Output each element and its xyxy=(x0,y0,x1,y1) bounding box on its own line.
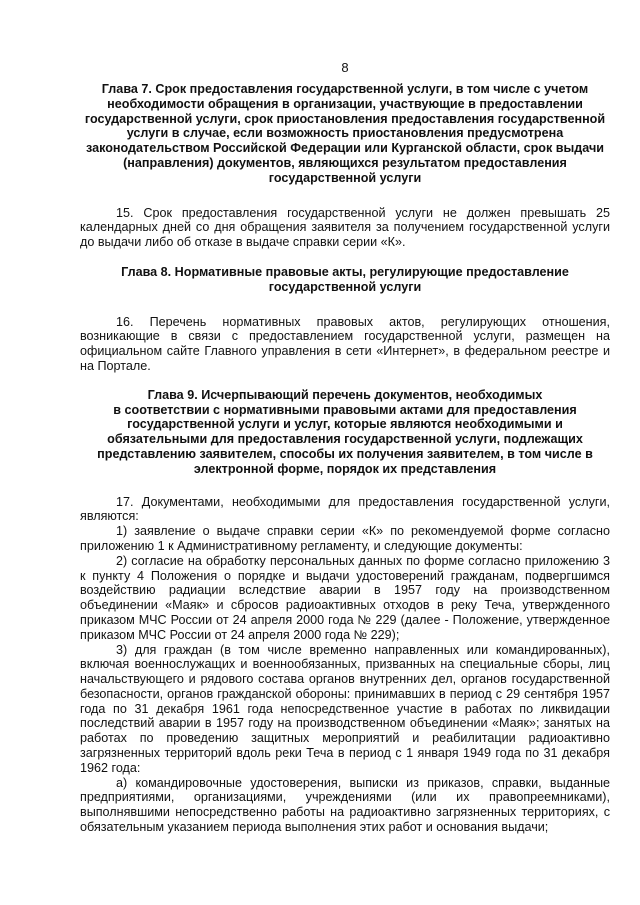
chapter-9-heading xyxy=(80,388,610,477)
heading-line: Глава 9. Исчерпывающий перечень документов, необходимых xyxy=(147,387,543,402)
heading-line: государственной услуги xyxy=(268,279,422,294)
heading-line: государственной услуги и услуг, которые являются необходимыми и xyxy=(127,417,563,432)
heading-line: необходимости обращения в организации, участвующие в предоставлении xyxy=(107,96,583,111)
heading-line: государственной услуги, срок приостановления предоставления государственной xyxy=(84,111,606,126)
heading-line: услуги в случае, если возможность приостановления предусмотрена xyxy=(126,126,564,141)
list-item-2: 2) согласие на обработку персональных данных по форме согласно приложению 3 к пункту 4 Положения о порядке и выдачи удостоверений гражданам, подвергшимся воздействию радиации вследствие аварии в 1957 году на производственном объединении «Маяк» и сбросов радиоактивных отходов в реку Теча, утвержденного приказом МЧС России от 24 апреля 2000 года № 229 (далее - Положение, утвержденное приказом МЧС России от 24 апреля 2000 года № 229); xyxy=(80,553,610,642)
heading-line: в соответствии с нормативными правовыми актами для предоставления xyxy=(113,402,577,417)
paragraph-17: 17. Документами, необходимыми для предоставления государственной услуги, являются: xyxy=(80,494,610,524)
list-item-3a: а) командировочные удостоверения, выписки из приказов, справки, выданные предприятиями, организациями, учреждениями (или их правопреемниками), выполнявшими непосредственно работы на радиоактивно загрязненных территориях, с обязательным указанием периода выполнения этих работ и основания выдачи; xyxy=(80,775,610,835)
heading-line: электронной форме, порядок их представления xyxy=(193,461,497,476)
paragraph-16: 16. Перечень нормативных правовых актов, регулирующих отношения, возникающие в связи с предоставлением государственной услуги, размещен на официальном сайте Главного управления в сети «Интернет», в федеральном реестре и на Портале. xyxy=(80,314,610,373)
heading-line: государственной услуги xyxy=(268,170,422,185)
heading-line: Глава 8. Нормативные правовые акты, регулирующие предоставление xyxy=(121,264,569,279)
list-item-1: 1) заявление о выдаче справки серии «К» по рекомендуемой форме согласно приложению 1 к Административному регламенту, и следующие документы: xyxy=(80,524,610,553)
list-item-3: 3) для граждан (в том числе временно направленных или командированных), включая военнослужащих и военнообязанных, призванных на специальные сборы, лиц начальствующего и рядового состава органов внутренних дел, органов государственной безопасности, органов гражданской обороны: принимавших в период с 29 сентября 1957 года по 31 декабря 1961 года непосредственное участие в работах по ликвидации последствий аварии в 1957 году на производственном объединении «Маяк»; занятых на работах по проведению защитных мероприятий и реабилитации радиоактивно загрязненных территорий вдоль реки Теча в период с 1 января 1949 года по 31 декабря 1962 года: xyxy=(80,642,610,775)
heading-line: Глава 7. Срок предоставления государственной услуги, в том числе с учетом xyxy=(101,82,589,96)
chapter-8-heading xyxy=(80,265,610,295)
paragraph-15: 15. Срок предоставления государственной услуги не должен превышать 25 календарных дней со дня обращения заявителя за получением государственной услуги до выдачи либо об отказе в выдаче справки серии «К». xyxy=(80,205,610,250)
chapter-7-heading xyxy=(80,82,610,186)
heading-line: (направления) документов, являющихся результатом предоставления xyxy=(123,155,567,170)
heading-line: представлению заявителем, способы их получения заявителем, в том числе в xyxy=(97,446,593,461)
page-number: 8 xyxy=(341,60,349,75)
heading-line: обязательными для предоставления государственной услуги, подлежащих xyxy=(107,432,583,447)
heading-line: законодательством Российской Федерации или Курганской области, срок выдачи xyxy=(85,141,605,156)
